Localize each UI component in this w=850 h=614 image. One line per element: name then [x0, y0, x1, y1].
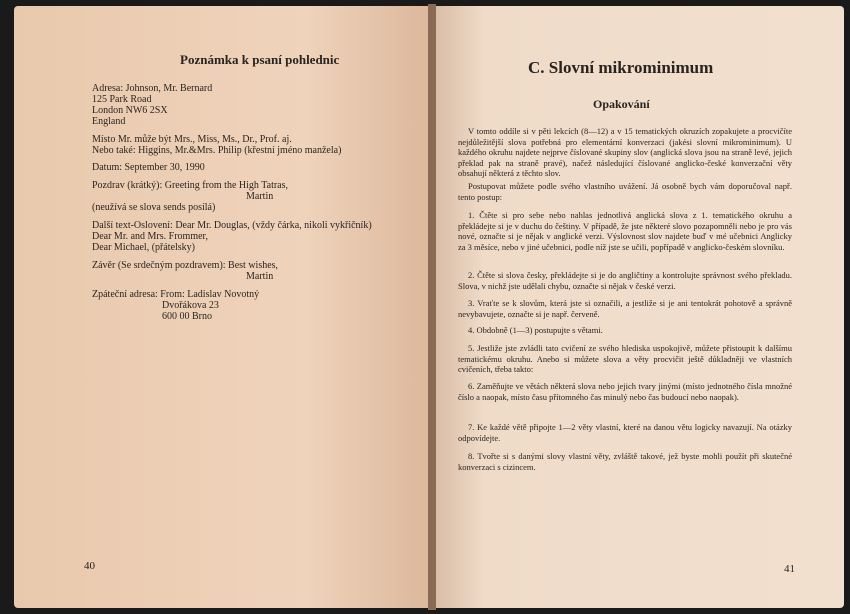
- step-paragraph: 2. Čtěte si slova česky, překládejte si je do angličtiny a kontrolujte správnost svého překladu. Slova, v nichž jste udělali chybu, označte si nějak v české verzi.: [458, 270, 792, 291]
- step-paragraph: 7. Ke každé větě připojte 1—2 věty vlastní, které na danou větu logicky navazují. Na otázky odpovídejte.: [458, 422, 792, 443]
- other-text-line: Dear Michael, (přátelsky): [92, 242, 196, 253]
- address-line: Adresa: Johnson, Mr. Bernard: [92, 83, 213, 94]
- address-line: 125 Park Road: [92, 94, 152, 105]
- other-text-line: Další text-Oslovení: Dear Mr. Douglas, (vždy čárka, nikoli vykřičník): [92, 220, 372, 231]
- address-line: London NW6 2SX: [92, 105, 168, 116]
- greeting-note: (neužívá se slova sends posílá): [92, 202, 216, 213]
- approach-paragraph: Postupovat můžete podle svého vlastního uvážení. Já osobně bych vám doporučoval např. tento postup:: [458, 181, 792, 202]
- address-line: England: [92, 116, 126, 127]
- instead-line: Místo Mr. může být Mrs., Miss, Ms., Dr., Prof. aj.: [92, 134, 292, 145]
- closing-signature: Martin: [246, 271, 274, 282]
- step-paragraph: 8. Tvořte si s danými slovy vlastní věty, zvláště takové, jež byste mohli použít při skutečné konverzaci s cizincem.: [458, 451, 792, 472]
- book-spine: [428, 4, 436, 610]
- step-paragraph: 5. Jestliže jste zvládli tato cvičení ze svého hlediska uspokojivě, můžete přistoupit k dalšímu tematickému okruhu. Anebo si můžete slova a věty procvičit ještě důkladněji ve vlastních cvičeních, třeba takto:: [458, 343, 792, 375]
- greeting-signature: Martin: [246, 191, 274, 202]
- section-heading: C. Slovní mikrominimum: [528, 58, 714, 77]
- page-number-left: 40: [84, 560, 95, 572]
- date-line: Datum: September 30, 1990: [92, 162, 205, 173]
- left-page-title: Poznámka k psaní pohlednic: [180, 52, 340, 67]
- greeting-line: Pozdrav (krátký): Greeting from the High Tatras,: [92, 180, 289, 191]
- step-paragraph: 1. Čtěte si pro sebe nebo nahlas jednotlivá anglická slova z 1. tematického okruhu a překládejte si je v duchu do češtiny. V případě, že jste některé slovo pozapomněli nebo je pro vás nové, označte si je nějak v anglické verzi. Výslovnost slov najdete buď v mé učebnici Anglicky za 3 měsíce, nebo v jiné učebnici, podle níž jste se učili, popřípadě v anglicko-českém slovníku.: [458, 210, 792, 252]
- intro-paragraph: V tomto oddíle si v pěti lekcích (8—12) a v 15 tematických okruzích zopakujete a procvičíte nejdůležitější slova potřebná pro elementární konverzaci (jakési slovní mikrominimum). U každého okruhu najdete nejprve číslované skupiny slov (anglická slova jsou na straně levé, jejich překlad pak na straně pravé), načež následující číslované anglicko-české konverzační věty obsahují některá z těchto slov.: [458, 126, 792, 179]
- page-number-right: 41: [784, 563, 795, 575]
- closing-line: Závěr (Se srdečným pozdravem): Best wishes,: [92, 260, 279, 271]
- step-paragraph: 6. Zaměňujte ve větách některá slova nebo jejich tvary jinými (místo jednotného čísla množné číslo a naopak, místo času přítomného čas minulý nebo čas budoucí nebo naopak).: [458, 381, 792, 402]
- other-text-line: Dear Mr. and Mrs. Frommer,: [92, 231, 208, 242]
- return-address-line: Dvořákova 23: [162, 300, 219, 311]
- left-page: [14, 6, 430, 608]
- step-paragraph: 4. Obdobně (1—3) postupujte s větami.: [468, 325, 603, 335]
- step-paragraph: 3. Vraťte se k slovům, která jste si označili, a jestliže si je ani tentokrát pohotově a správně nevybavujete, označte si je např. červeně.: [458, 298, 792, 319]
- section-subheading: Opakování: [593, 97, 650, 111]
- instead-line: Nebo také: Higgins, Mr.&Mrs. Philip (křestní jméno manžela): [92, 145, 342, 156]
- return-address-line: Zpáteční adresa: From: Ladislav Novotný: [92, 289, 260, 300]
- return-address-line: 600 00 Brno: [162, 311, 212, 322]
